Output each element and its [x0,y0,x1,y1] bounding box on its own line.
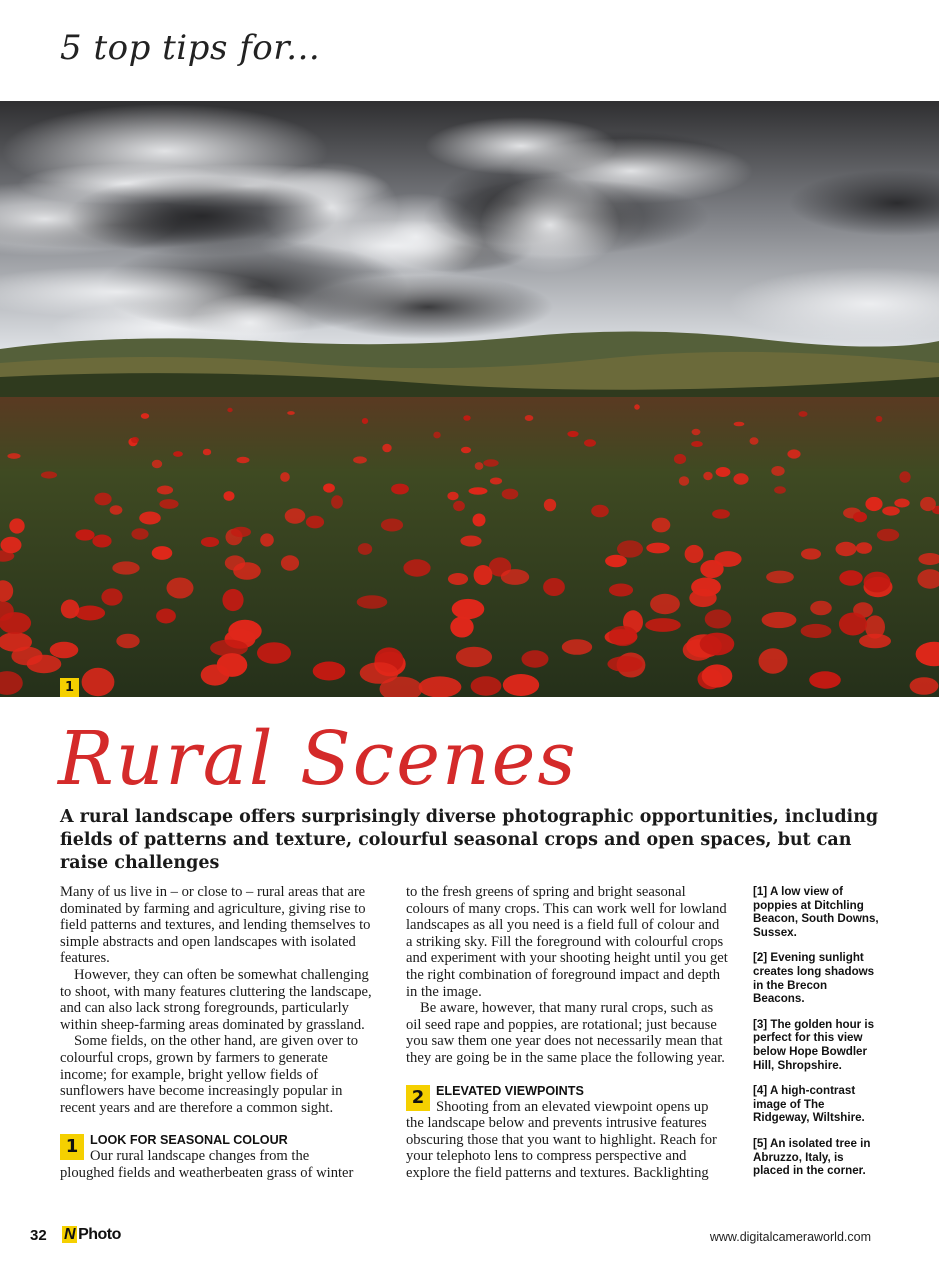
poppy [759,648,788,673]
poppy [357,595,388,609]
poppy [750,437,759,444]
poppy [358,543,372,555]
poppy [362,418,368,424]
poppy [257,642,291,664]
poppy [463,415,470,421]
poppy [899,471,910,483]
poppy [139,512,161,525]
poppy [617,540,643,557]
tip-number-badge: 2 [406,1085,430,1111]
poppy [331,495,343,508]
cloud [303,275,553,339]
poppy [525,415,534,421]
poppy [50,642,79,658]
caption: [2] Evening sunlight creates long shadows in the Brecon Beacons. [753,951,875,1006]
poppy [771,466,784,476]
poppy [460,536,481,547]
poppy [634,404,640,409]
poppy [799,411,808,417]
tip-body: ploughed fields and weatherbeaten grass of winter [60,1164,354,1181]
poppy [222,589,243,611]
poppy [201,537,219,547]
poppy [567,431,578,437]
poppy [522,650,549,667]
kicker-heading: 5 top tips for... [60,28,321,68]
poppy [471,676,502,696]
poppy [173,451,183,457]
poppy [217,653,248,677]
poppy [1,537,22,553]
poppy [452,599,485,619]
poppy [836,542,857,556]
poppy [473,514,486,527]
poppy [702,664,733,687]
poppy [502,489,519,500]
poppy [501,569,529,585]
tip-lead: Our rural landscape changes from the [90,1148,310,1165]
poppy [859,634,891,649]
poppy [381,519,403,532]
poppy [110,505,123,514]
poppy [101,588,122,605]
poppy [544,499,556,512]
poppy [475,462,484,470]
poppy [280,472,290,482]
poppy [562,639,592,655]
poppy [224,491,235,501]
poppy [152,460,162,468]
poppy-field-image [0,101,939,697]
poppy [260,533,274,546]
tip-heading: LOOK FOR SEASONAL COLOUR [90,1133,288,1148]
poppy [703,472,712,480]
poppy [403,559,430,576]
poppy [167,578,194,599]
caption: [5] An isolated tree in Abruzzo, Italy, is placed in the corner. [753,1136,871,1178]
poppy [646,543,669,554]
poppy [801,548,821,559]
poppy [448,573,468,585]
poppy [714,551,741,567]
poppy [94,493,111,506]
article-column-2 [406,884,728,1182]
website-url: www.digitalcameraworld.com [709,1230,871,1244]
poppy [152,546,173,560]
poppy [864,572,891,593]
poppy [419,676,462,697]
cloud [425,117,617,175]
poppy [605,555,627,567]
poppy [41,471,57,478]
poppy [157,486,173,495]
paragraph: Be aware, however, that many rural crops, such as oil seed rape and poppies, are rotational; just because you saw them one year does not necessarily mean that they are going be in the same place the following year. [406,1000,725,1066]
poppy [27,655,62,673]
poppy [82,668,115,696]
magazine-logo-text: Photo [78,1226,121,1243]
poppy [591,505,609,518]
cloud [67,176,337,256]
poppy [75,606,105,621]
poppy [882,506,900,515]
poppy [453,501,465,511]
poppy [876,416,883,422]
poppy [382,444,391,453]
poppy [490,478,502,485]
cloud [480,177,620,273]
poppy [131,528,148,539]
poppy [733,473,748,484]
poppy [692,429,701,435]
poppy [287,411,295,415]
magazine-logo-n: N [64,1226,76,1243]
poppy [474,565,493,585]
poppy [456,647,492,668]
poppy [227,408,232,412]
poppy [645,618,681,632]
poppy [323,483,335,492]
poppy [705,610,732,629]
poppy [237,457,250,463]
paragraph: However, they can often be somewhat challenging to shoot, with many features cluttering the landscape, and can also lack strong foregrounds, particularly within sheep-farming areas dominated by grassland. [60,966,372,1033]
poppy [839,613,867,636]
tip-lead: Shooting from an elevated viewpoint opens up [436,1098,709,1115]
standfirst: A rural landscape offers surprisingly diverse photographic opportunities, including fields of patterns and texture, colourful seasonal crops and open spaces, but can raise challenges [60,807,879,873]
poppy [609,584,633,597]
poppy [503,674,539,696]
photo-captions [753,885,881,1190]
poppy [281,555,299,570]
poppy [353,456,367,463]
poppy [910,677,939,695]
poppy [61,600,79,619]
tip-heading: ELEVATED VIEWPOINTS [436,1083,584,1098]
poppy [313,662,346,681]
poppy [774,486,786,494]
poppy [766,571,794,584]
poppy [391,484,409,495]
poppy [131,437,139,443]
poppy [116,634,139,649]
poppy [865,497,882,511]
photo-number-badge: 1 [60,678,79,697]
article-column-1 [60,884,378,1182]
poppy [734,422,745,427]
poppy [691,441,703,447]
poppy [203,449,211,456]
paragraph: Some fields, on the other hand, are given over to colourful crops, grown by farmers to generate income; for example, bright yellow fields of sunflowers have become increasingly popular in recent years and are therefore a common sight. [60,1033,359,1116]
poppy [877,529,899,542]
poppy [762,612,797,628]
poppy [607,656,642,672]
poppy [685,545,704,563]
poppy [233,562,261,580]
poppy [810,601,832,616]
tip-body: the landscape below and prevents intrusive features obscuring those that you want to highlight. Reach for your telephoto lens to compress perspective and explore the field patterns and textures. Backlighting [406,1115,717,1181]
poppy [853,512,867,523]
poppy [112,561,139,574]
poppy [228,620,261,642]
poppy [469,487,488,494]
poppy [306,516,324,529]
tip-section-2 [406,1083,728,1182]
poppy [461,447,471,453]
poppy [809,671,841,688]
poppy [450,617,473,638]
poppy [674,454,686,464]
tip-section-1 [60,1132,378,1181]
page-number: 32 [30,1227,47,1244]
poppy [920,497,936,511]
caption: [1] A low view of poppies at Ditchling Beacon, South Downs, Sussex. [753,885,879,939]
poppy [92,535,111,548]
poppy [156,609,176,624]
poppy [679,476,689,485]
poppy [839,570,862,585]
poppy [609,626,638,646]
poppy [75,529,94,540]
poppy [652,518,671,533]
paragraph: to the fresh greens of spring and bright seasonal colours of many crops. This can work well for lowland landscapes as all you need is a field full of colour and a striking sky. Fill the foreground with colourful crops and experiment with your shooting height until you get the right combination of foreground impact and depth in the image. [406,884,728,1000]
poppy [543,578,565,596]
poppy [856,542,872,554]
poppy [894,499,909,508]
poppy [483,459,498,466]
poppy [650,594,680,614]
hero-photo [0,101,939,697]
poppy [141,413,149,419]
poppy [584,439,596,446]
magazine-logo [62,1226,121,1244]
poppy [787,449,800,458]
poppy [231,527,251,537]
poppy [7,453,20,459]
poppy [712,509,730,518]
poppy [700,633,735,656]
poppy [716,467,731,477]
poppy [433,432,440,439]
poppy [689,589,716,607]
poppy [285,508,306,523]
caption: [4] A high-contrast image of The Ridgeway, Wiltshire. [753,1084,865,1125]
paragraph: Many of us live in – or close to – rural areas that are dominated by farming and agriculture, giving rise to field patterns and textures, and lending themselves to simple abstracts and open landscapes with isolated features. [60,884,371,967]
caption: [3] The golden hour is perfect for this view below Hope Bowdler Hill, Shropshire. [753,1017,875,1072]
poppy [159,499,178,509]
tip-number-badge: 1 [60,1134,84,1160]
page-title: Rural Scenes [58,716,578,802]
poppy [0,612,31,634]
poppy [9,518,24,533]
poppy [447,492,458,500]
poppy [801,624,832,638]
